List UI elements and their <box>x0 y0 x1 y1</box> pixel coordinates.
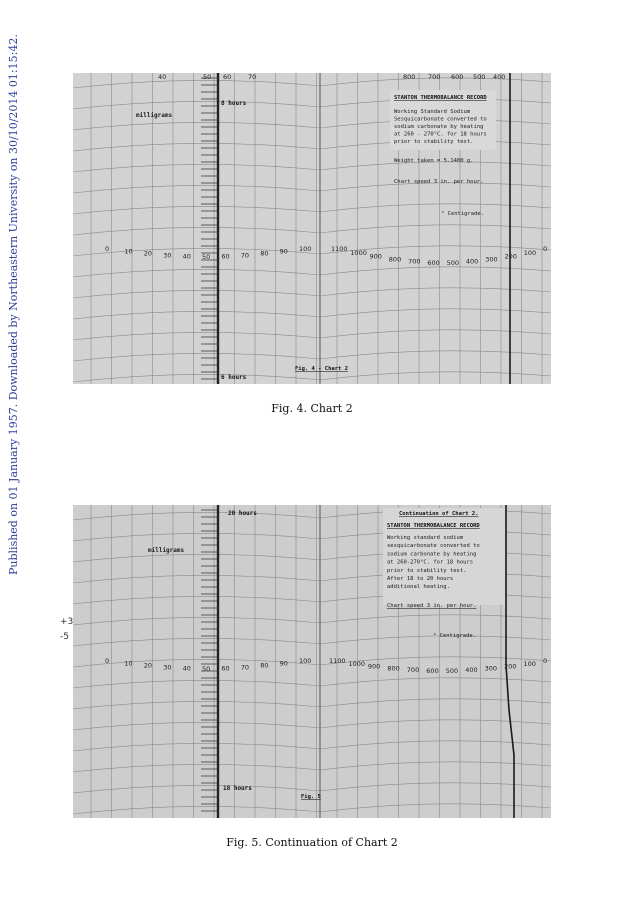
scale-tick-label: 700 <box>408 257 421 266</box>
scale-tick-label: 400 <box>465 257 479 266</box>
scale-tick-label: 1000 <box>350 248 367 257</box>
scale-tick-label: 90 <box>279 659 288 668</box>
scale-tick-label: 40 <box>182 664 191 673</box>
scale-tick-label: 60 <box>221 664 230 673</box>
scale-tick-label: 600 <box>427 258 440 267</box>
publication-side-note <box>4 34 20 610</box>
top-edge-number: 40 <box>158 73 167 81</box>
top-edge-number: 500 <box>473 73 486 81</box>
scale-tick-label: 300 <box>485 255 498 264</box>
scale-tick-label: 800 <box>388 255 402 264</box>
scale-tick-label: 0 <box>543 245 548 253</box>
record-title: STANTON THERMOBALANCE RECORD <box>387 523 480 529</box>
scale-tick-label: 300 <box>484 664 498 673</box>
record-note-line: at 260-270°C. for 18 hours <box>387 559 474 566</box>
scale-tick-label: 70 <box>240 663 250 672</box>
record-note-line: Working standard sodium <box>387 535 464 541</box>
side-note-text: Published on 01 January 1957. Downloaded by Northeastern University on 30/10/2014 01:15:42. <box>7 34 20 575</box>
scale-tick-label: 10 <box>124 659 133 668</box>
figure-4-caption: Fig. 4. Chart 2 <box>271 402 353 415</box>
scale-tick-label: 40 <box>182 252 191 261</box>
scale-tick-label: 70 <box>240 251 250 260</box>
scale-tick-label: 20 <box>143 249 153 258</box>
record-note-line: additional heating. <box>387 584 450 591</box>
scale-tick-label: 0 <box>105 245 110 253</box>
top-edge-number: 700 <box>428 73 441 81</box>
scale-tick-label: 100 <box>299 657 312 665</box>
top-edge-number: 800 <box>403 73 416 81</box>
scale-tick-label: 700 <box>406 666 420 675</box>
scale-tick-label: 200 <box>504 662 517 671</box>
chart-2-paper <box>73 73 551 384</box>
label-18-hours: 18 hours <box>223 785 252 792</box>
centigrade-text: ° Centigrade. <box>441 211 485 217</box>
scale-tick-label: 600 <box>426 666 439 675</box>
record-note-line: Working Standard Sodium <box>394 109 471 115</box>
scale-tick-label: 500 <box>446 258 460 267</box>
scale-tick-label: 90 <box>279 247 288 256</box>
scale-tick-label: 60 <box>221 252 230 261</box>
continuation-title: Continuation of Chart 2. <box>399 511 479 517</box>
top-edge-number: 600 <box>451 73 464 81</box>
scale-tick-label: 1100 <box>331 245 348 253</box>
scale-tick-label: 50 <box>202 665 211 673</box>
record-note-line: sodium carbonate by heating <box>394 124 484 130</box>
scale-tick-label: 10 <box>124 247 133 256</box>
figure-4-chart-photo <box>73 73 551 384</box>
record-note-line: sodium carbonate by heating <box>387 551 477 558</box>
record-note-line: at 260 - 270°C. for 18 hours <box>394 131 487 138</box>
record-note-line: After 18 to 20 hours <box>387 576 454 582</box>
record-note-line: sesquicarbonate converted to <box>387 543 480 550</box>
scale-tick-label: 1000 <box>348 659 366 668</box>
scale-tick-label: 30 <box>163 251 172 260</box>
inset-label: Fig. 5 <box>301 794 321 800</box>
record-note-line: prior to stability test. <box>394 139 474 145</box>
scale-tick-label: 900 <box>367 662 381 671</box>
label-8-hours: 8 hours <box>221 100 247 107</box>
scale-tick-label: 80 <box>260 661 269 670</box>
centigrade-text: ° Centigrade. <box>433 633 477 639</box>
chart-speed-text: Chart speed 3 in. per hour. <box>387 603 477 609</box>
label-6-hours: 6 hours <box>221 374 247 381</box>
scale-tick-label: 900 <box>369 252 382 261</box>
figure-5-chart-photo <box>73 505 551 818</box>
margin-mark-minus5: -5 <box>60 632 69 642</box>
label-milligrams: milligrams <box>148 547 185 554</box>
scale-tick-label: 20 <box>143 661 153 670</box>
scale-tick-label: 200 <box>504 252 517 261</box>
scale-tick-label: 100 <box>299 245 312 253</box>
top-edge-number: 60 <box>223 73 232 81</box>
scale-tick-label: 50 <box>202 253 211 261</box>
weight-taken-text: Weight taken = 5.1400 g. <box>394 158 474 164</box>
chart-speed-text: Chart speed 3 in. per hour. <box>394 179 484 185</box>
scale-tick-label: 0 <box>105 657 110 665</box>
chart-2-continuation-paper <box>73 505 551 818</box>
record-note-line: prior to stability test. <box>387 567 467 574</box>
record-title: STANTON THERMOBALANCE RECORD <box>394 95 487 101</box>
top-edge-number: 400 <box>493 73 506 81</box>
record-note-line: Sesquicarbonate converted to <box>394 116 487 123</box>
label-milligrams: milligrams <box>136 112 173 119</box>
scale-tick-label: 100 <box>523 248 537 257</box>
scale-tick-label: 80 <box>260 249 269 258</box>
label-20-hours: 20 hours <box>228 510 257 517</box>
scale-tick-label: 1100 <box>329 657 346 665</box>
margin-mark-plus3: +3 <box>60 617 74 627</box>
scale-tick-label: 30 <box>163 663 172 672</box>
scale-tick-label: 400 <box>465 666 478 675</box>
scale-tick-label: 500 <box>445 666 459 675</box>
figure-5-caption: Fig. 5. Continuation of Chart 2 <box>226 836 398 849</box>
scale-tick-label: 100 <box>523 659 536 668</box>
inset-label: Fig. 4 - Chart 2 <box>295 366 348 372</box>
top-edge-number: 70 <box>248 73 257 81</box>
scale-tick-label: 800 <box>387 664 400 673</box>
top-edge-number: 50 <box>203 73 212 81</box>
scale-tick-label: 0 <box>543 657 548 665</box>
